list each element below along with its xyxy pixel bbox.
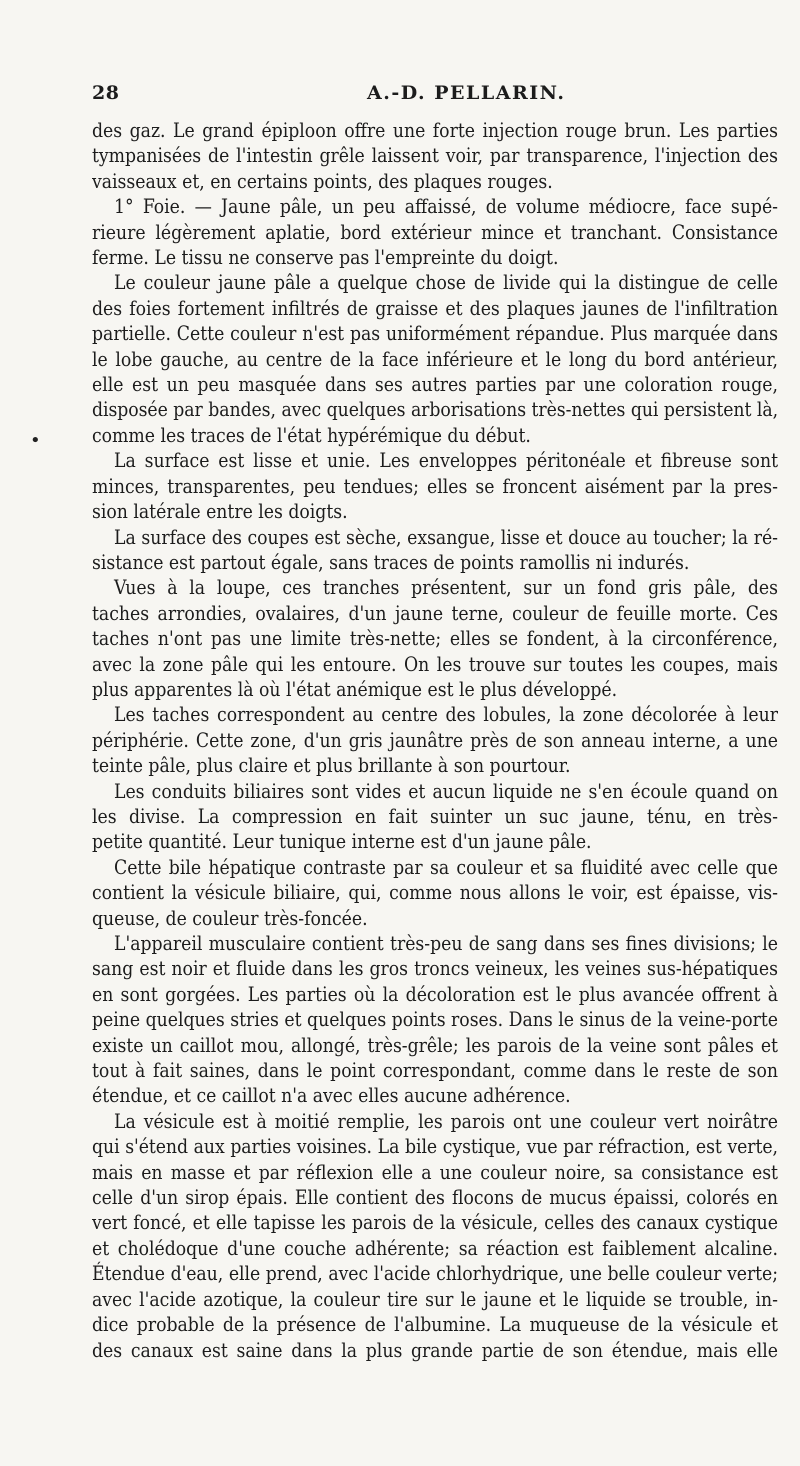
page-number: 28 — [92, 82, 120, 104]
text-line: qui s'étend aux parties voisines. La bile cystique, vue par réfraction, est verte, — [92, 1135, 778, 1159]
text-line: Étendue d'eau, elle prend, avec l'acide chlorhydrique, une belle couleur verte; — [92, 1262, 778, 1286]
text-line: Vues à la loupe, ces tranches présentent, sur un fond gris pâle, des — [114, 576, 778, 600]
text-line: 1° Foie. — Jaune pâle, un peu affaissé, de volume médiocre, face supé- — [114, 195, 778, 219]
text-line: L'appareil musculaire contient très-peu de sang dans ses fines divisions; le — [114, 932, 778, 955]
text-line: taches n'ont pas une limite très-nette; elles se fondent, à la circonférence, — [92, 627, 778, 651]
text-line: celle d'un sirop épais. Elle contient des flocons de mucus épaissi, colorés en — [92, 1186, 778, 1210]
text-line: minces, transparentes, peu tendues; elles se froncent aisément par la pres- — [92, 474, 778, 498]
text-line: en sont gorgées. Les parties où la décoloration est le plus avancée offrent à — [92, 982, 778, 1006]
text-line: contient la vésicule biliaire, qui, comme nous allons le voir, est épaisse, vis- — [92, 881, 778, 905]
text-line: comme les traces de l'état hypérémique du début. — [92, 423, 531, 447]
text-line: La vésicule est à moitié remplie, les parois ont une couleur vert noirâtre — [114, 1109, 778, 1133]
text-line: des gaz. Le grand épiploon offre une forte injection rouge brun. Les parties — [92, 119, 778, 142]
text-line: La surface des coupes est sèche, exsangue, lisse et douce au toucher; la ré- — [114, 525, 778, 549]
text-line: sion latérale entre les doigts. — [92, 500, 348, 524]
text-line: queuse, de couleur très-foncée. — [92, 906, 368, 930]
text-line: dice probable de la présence de l'albumine. La muqueuse de la vésicule et — [92, 1313, 778, 1337]
text-line: sistance est partout égale, sans traces de points ramollis ni indurés. — [92, 550, 690, 574]
text-line: Les conduits biliaires sont vides et aucun liquide ne s'en écoule quand on — [114, 779, 778, 803]
text-line: et cholédoque d'une couche adhérente; sa réaction est faiblement alcaline. — [92, 1236, 778, 1260]
text-line: partielle. Cette couleur n'est pas uniformément répandue. Plus marquée dans — [92, 322, 778, 346]
text-line: petite quantité. Leur tunique interne est d'un jaune pâle. — [92, 830, 592, 854]
text-line: Le couleur jaune pâle a quelque chose de livide qui la distingue de celle — [114, 271, 778, 295]
text-line: tympanisées de l'intestin grêle laissent voir, par transparence, l'injection des — [92, 144, 778, 168]
text-lines — [92, 118, 778, 1363]
text-line: avec l'acide azotique, la couleur tire sur le jaune et le liquide se trouble, in- — [92, 1287, 778, 1311]
text-line: Les taches correspondent au centre des lobules, la zone décolorée à leur — [114, 703, 778, 727]
text-line: sang est noir et fluide dans les gros troncs veineux, les veines sus-hépatiques — [92, 957, 778, 981]
text-line: étendue, et ce caillot n'a avec elles aucune adhérence. — [92, 1084, 571, 1108]
text-line: vaisseaux et, en certains points, des plaques rouges. — [92, 169, 553, 193]
text-line: vert foncé, et elle tapisse les parois de la vésicule, celles des canaux cystique — [92, 1211, 778, 1235]
text-line: existe un caillot mou, allongé, très-grêle; les parois de la veine sont pâles et — [92, 1033, 778, 1057]
text-line: les divise. La compression en fait suinter un suc jaune, ténu, en très- — [92, 804, 778, 828]
text-line: des foies fortement infiltrés de graisse et des plaques jaunes de l'infiltration — [92, 296, 778, 320]
text-line: taches arrondies, ovalaires, d'un jaune terne, couleur de feuille morte. Ces — [92, 601, 778, 625]
text-line: La surface est lisse et unie. Les enveloppes péritonéale et fibreuse sont — [114, 449, 778, 473]
text-line: des canaux est saine dans la plus grande partie de son étendue, mais elle — [92, 1338, 778, 1362]
text-line: mais en masse et par réflexion elle a une couleur noire, sa consistance est — [92, 1160, 778, 1184]
margin-mark: • — [30, 430, 41, 451]
text-line: disposée par bandes, avec quelques arborisations très-nettes qui persistent là, — [92, 398, 778, 422]
text-line: avec la zone pâle qui les entoure. On les trouve sur toutes les coupes, mais — [92, 652, 778, 676]
text-line: plus apparentes là où l'état anémique est le plus développé. — [92, 677, 618, 701]
body-text — [92, 118, 778, 1363]
text-line: ferme. Le tissu ne conserve pas l'empreinte du doigt. — [92, 246, 559, 270]
page-header — [92, 82, 782, 110]
text-line: tout à fait saines, dans le point correspondant, comme dans le reste de son — [92, 1059, 778, 1083]
running-head: A.-D. PELLARIN. — [367, 82, 566, 104]
text-line: le lobe gauche, au centre de la face inférieure et le long du bord antérieur, — [92, 347, 778, 371]
text-line: elle est un peu masquée dans ses autres parties par une coloration rouge, — [92, 373, 778, 397]
text-line: peine quelques stries et quelques points roses. Dans le sinus de la veine-porte — [92, 1008, 778, 1032]
text-line: périphérie. Cette zone, d'un gris jaunâtre près de son anneau interne, a une — [92, 728, 778, 752]
text-line: Cette bile hépatique contraste par sa couleur et sa fluidité avec celle que — [114, 855, 778, 879]
text-line: teinte pâle, plus claire et plus brillante à son pourtour. — [92, 754, 571, 778]
text-line: rieure légèrement aplatie, bord extérieur mince et tranchant. Consistance — [92, 220, 778, 244]
